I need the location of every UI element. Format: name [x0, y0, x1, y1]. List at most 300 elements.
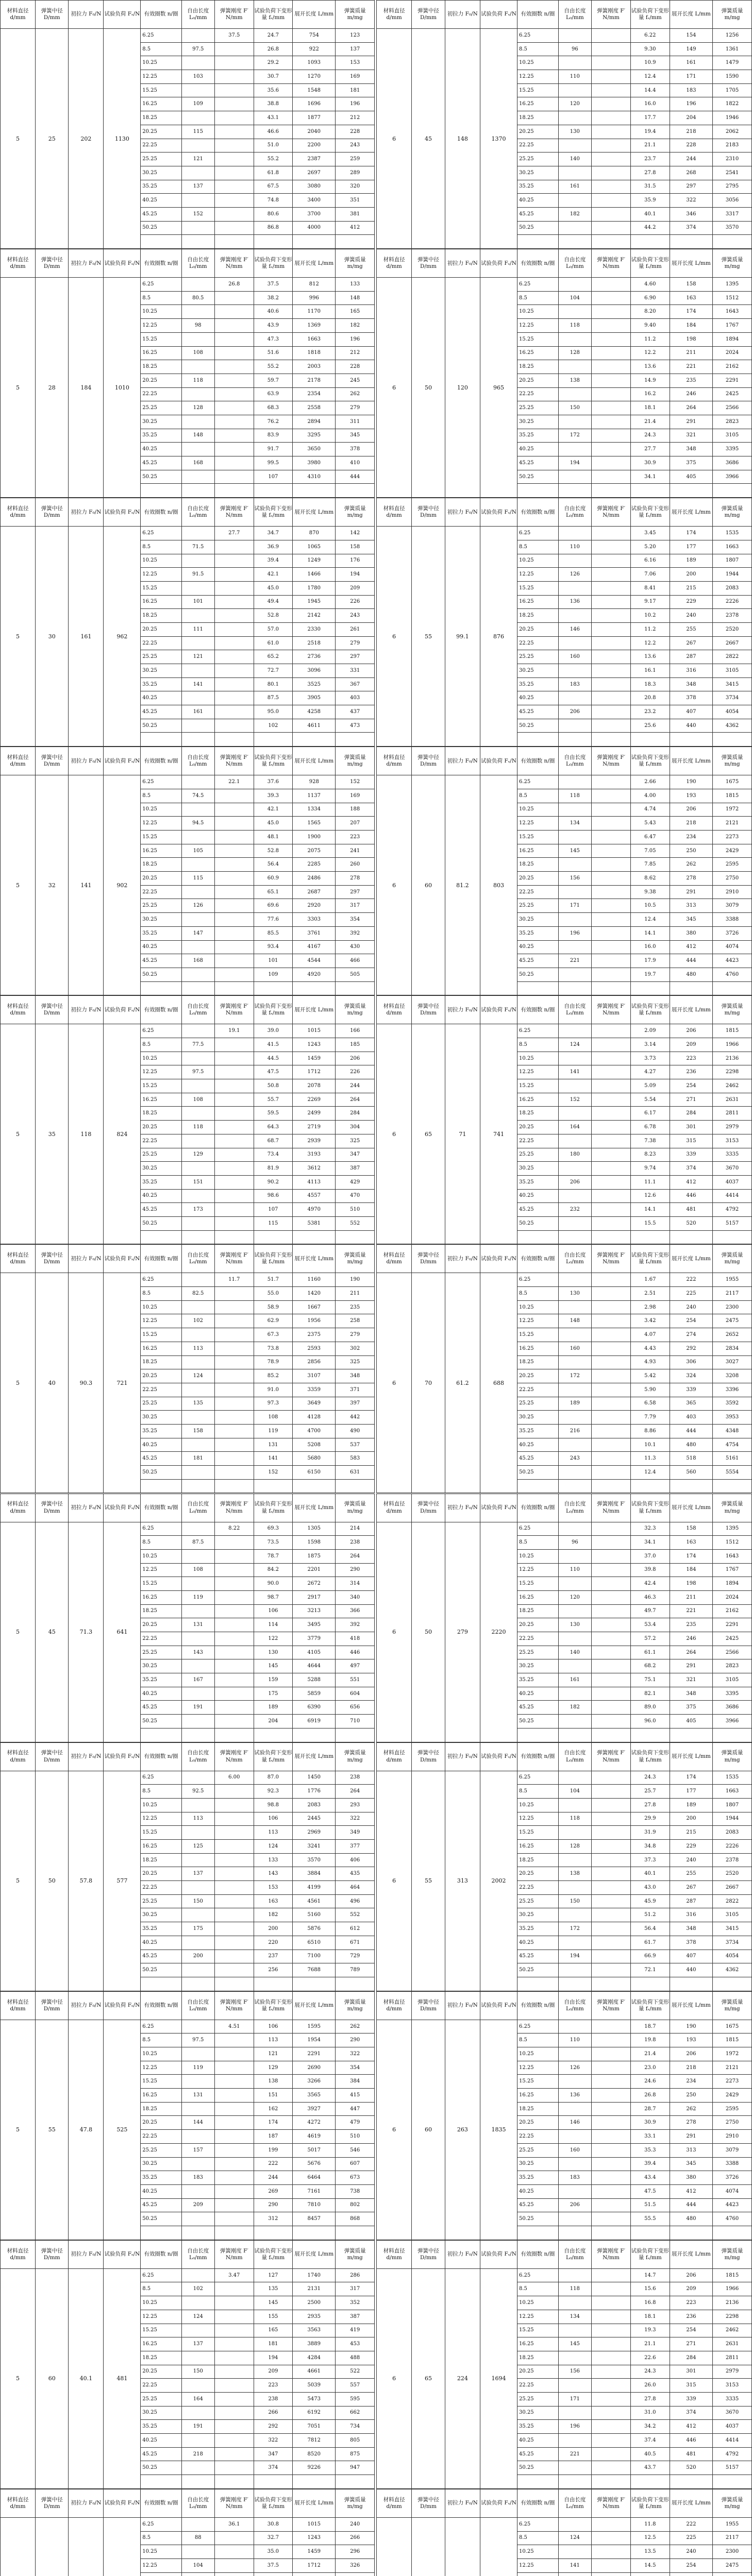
header-Fa: 初拉力 F₀/N	[69, 498, 104, 527]
cell-L: 184	[670, 1563, 712, 1577]
cell-fs: 32.3	[630, 1522, 670, 1536]
cell-m: 2183	[713, 139, 752, 152]
cell-L: 177	[670, 540, 712, 554]
cell-L: 444	[670, 954, 712, 968]
cell-L: 444	[670, 1424, 712, 1438]
cell-k	[214, 1701, 254, 1715]
cell-L0: 216	[558, 1424, 591, 1438]
cell-n: 15.25	[141, 831, 181, 844]
cell-n: 10.25	[517, 554, 558, 568]
cell-k	[592, 885, 631, 899]
cell-n: 25.25	[517, 2143, 558, 2157]
cell-n: 18.25	[141, 1107, 181, 1121]
cell-m: 1643	[713, 305, 752, 319]
cell-m: 2024	[713, 1590, 752, 1604]
cell-m: 2595	[713, 858, 752, 872]
cell-n: 18.25	[517, 858, 558, 872]
cell-L: 346	[670, 207, 712, 221]
cell-k	[592, 1411, 631, 1425]
cell-k	[592, 139, 631, 152]
cell-n: 20.25	[517, 2116, 558, 2130]
cell-L0: 173	[181, 1203, 214, 1217]
cell-k	[214, 926, 254, 940]
cell-L0	[558, 2406, 591, 2420]
cell-fs: 68.3	[254, 401, 293, 415]
cell-n: 15.25	[517, 1826, 558, 1840]
cell-n: 45.25	[517, 1701, 558, 1715]
cell-n: 10.25	[141, 2545, 181, 2559]
cell-L0: 161	[558, 180, 591, 194]
cell-L: 996	[293, 291, 336, 305]
cell-k	[592, 2310, 631, 2324]
cell-L0: 108	[181, 1093, 214, 1107]
cell-fs: 199	[254, 2143, 293, 2157]
cell-k	[592, 1079, 631, 1093]
cell-k	[214, 152, 254, 166]
cell-L0: 118	[558, 319, 591, 333]
cell-L0: 194	[558, 1950, 591, 1963]
cell-m: 354	[336, 913, 375, 927]
param-Fa: 90.3	[69, 1273, 104, 1493]
cell-n: 16.25	[141, 1093, 181, 1107]
cell-fs: 44.2	[630, 221, 670, 235]
cell-m	[336, 1728, 375, 1742]
cell-k	[592, 1424, 631, 1438]
cell-k	[214, 677, 254, 691]
cell-L0	[558, 1936, 591, 1950]
cell-L: 3927	[293, 2102, 336, 2116]
cell-k	[214, 2061, 254, 2075]
cell-L0: 206	[558, 1175, 591, 1189]
cell-fs: 57.2	[630, 1632, 670, 1646]
cell-L0: 141	[181, 677, 214, 691]
cell-fs: 347	[254, 2447, 293, 2461]
cell-m: 4792	[713, 2447, 752, 2461]
cell-n: 45.25	[141, 1203, 181, 1217]
cell-k	[592, 2447, 631, 2461]
cell-fs: 292	[254, 2420, 293, 2434]
header-n: 有效圈数 n/圈	[141, 1494, 181, 1522]
cell-k	[592, 719, 631, 733]
cell-m: 557	[336, 2379, 375, 2393]
table-row	[377, 1024, 752, 1038]
cell-fs: 23.2	[630, 705, 670, 719]
cell-n: 22.25	[141, 1881, 181, 1895]
cell-n: 12.25	[517, 817, 558, 831]
cell-L: 291	[670, 885, 712, 899]
header-L: 展开长度 L/mm	[293, 249, 336, 278]
cell-k	[592, 803, 631, 817]
cell-k	[214, 1287, 254, 1301]
header-L0: 自由长度 L₀/mm	[558, 747, 591, 775]
cell-k	[214, 2075, 254, 2089]
cell-m: 1815	[713, 2268, 752, 2282]
cell-m: 418	[336, 1632, 375, 1646]
cell-fs	[630, 1977, 670, 1991]
header-L: 展开长度 L/mm	[670, 1742, 712, 1771]
cell-fs: 37.5	[254, 2558, 293, 2572]
cell-n: 30.25	[141, 913, 181, 927]
cell-m: 123	[336, 29, 375, 43]
cell-fs: 3.73	[630, 1052, 670, 1065]
cell-L0: 180	[558, 1148, 591, 1162]
cell-k	[592, 1342, 631, 1355]
cell-L0	[558, 1107, 591, 1121]
cell-k	[214, 622, 254, 636]
cell-fs: 92.3	[254, 1785, 293, 1799]
cell-m: 875	[336, 2447, 375, 2461]
cell-L: 211	[670, 346, 712, 360]
cell-k	[592, 1189, 631, 1203]
cell-L: 1954	[293, 2033, 336, 2047]
cell-L: 440	[670, 719, 712, 733]
cell-n: 8.5	[517, 2531, 558, 2545]
cell-L: 218	[670, 125, 712, 139]
spec-table	[0, 1991, 375, 2240]
header-m: 弹簧质量 m/mg	[713, 1245, 752, 1273]
header-L: 展开长度 L/mm	[293, 1245, 336, 1273]
cell-k	[592, 1590, 631, 1604]
cell-n: 15.25	[141, 332, 181, 346]
cell-m: 1894	[713, 1577, 752, 1591]
cell-L0: 121	[181, 152, 214, 166]
header-d: 材料直径 d/mm	[1, 1742, 36, 1771]
cell-L: 5680	[293, 1452, 336, 1466]
cell-m: 240	[336, 2517, 375, 2531]
cell-m: 3570	[713, 221, 752, 235]
cell-L0	[558, 1728, 591, 1742]
cell-L0: 94.5	[181, 817, 214, 831]
cell-n: 8.5	[141, 42, 181, 56]
cell-m: 3592	[713, 1397, 752, 1411]
cell-k	[592, 775, 631, 789]
cell-k	[592, 2198, 631, 2212]
cell-m: 2541	[713, 166, 752, 180]
cell-L: 292	[670, 1342, 712, 1355]
cell-L0	[558, 1134, 591, 1148]
cell-m: 2822	[713, 650, 752, 664]
cell-k	[592, 2102, 631, 2116]
cell-m: 466	[336, 954, 375, 968]
cell-k	[214, 1328, 254, 1342]
cell-L: 250	[670, 2089, 712, 2103]
header-Fa: 初拉力 F₀/N	[69, 2240, 104, 2268]
cell-L: 313	[670, 899, 712, 913]
cell-m: 211	[336, 1287, 375, 1301]
cell-n: 16.25	[141, 2337, 181, 2351]
cell-n: 18.25	[141, 858, 181, 872]
header-k: 弹簧刚度 F′ N/mm	[592, 1, 631, 29]
cell-k	[214, 2461, 254, 2475]
cell-k	[592, 1230, 631, 1244]
cell-m: 366	[336, 1604, 375, 1618]
header-Fs: 试验负荷 Fₛ/N	[480, 498, 517, 527]
cell-k	[214, 305, 254, 319]
cell-n: 45.25	[141, 705, 181, 719]
cell-n: 10.25	[517, 2047, 558, 2061]
cell-L: 1712	[293, 1065, 336, 1079]
cell-L0	[181, 1977, 214, 1991]
header-n: 有效圈数 n/圈	[141, 996, 181, 1024]
cell-m: 377	[336, 1840, 375, 1854]
cell-m: 2520	[713, 1867, 752, 1881]
cell-k	[214, 194, 254, 208]
cell-n: 8.5	[141, 789, 181, 803]
cell-k	[214, 844, 254, 858]
cell-L: 2500	[293, 2296, 336, 2310]
cell-k	[214, 2420, 254, 2434]
cell-n: 35.25	[517, 2171, 558, 2185]
param-Fs: 577	[104, 1771, 141, 1991]
cell-m: 2566	[713, 1646, 752, 1659]
cell-L0: 126	[181, 899, 214, 913]
cell-k	[592, 1894, 631, 1908]
cell-m	[713, 235, 752, 249]
cell-m: 1944	[713, 1812, 752, 1826]
header-D: 弹簧中径 D/mm	[412, 1742, 445, 1771]
cell-n: 6.25	[141, 2020, 181, 2033]
cell-L0	[181, 1936, 214, 1950]
cell-k	[592, 1687, 631, 1701]
cell-k	[214, 831, 254, 844]
spec-table	[376, 747, 752, 995]
cell-k	[214, 1618, 254, 1632]
cell-k	[592, 1038, 631, 1052]
cell-m: 412	[336, 221, 375, 235]
cell-k	[214, 42, 254, 56]
cell-n: 8.5	[517, 2033, 558, 2047]
cell-n: 45.25	[517, 1452, 558, 1466]
cell-m: 290	[336, 1563, 375, 1577]
header-L0: 自由长度 L₀/mm	[558, 2489, 591, 2517]
cell-L: 215	[670, 581, 712, 595]
cell-n: 16.25	[517, 1590, 558, 1604]
cell-k	[214, 1383, 254, 1397]
cell-k	[214, 1977, 254, 1991]
cell-n	[141, 981, 181, 995]
cell-L: 3889	[293, 2337, 336, 2351]
cell-k	[592, 1024, 631, 1038]
cell-L: 3241	[293, 1840, 336, 1854]
cell-m: 410	[336, 456, 375, 470]
cell-L: 174	[670, 527, 712, 540]
cell-m: 2273	[713, 2075, 752, 2089]
cell-L0	[181, 554, 214, 568]
cell-L: 407	[670, 705, 712, 719]
cell-L: 405	[670, 470, 712, 484]
cell-L0: 130	[558, 1287, 591, 1301]
cell-m	[713, 733, 752, 747]
cell-n: 35.25	[141, 926, 181, 940]
header-Fs: 试验负荷 Fₛ/N	[104, 1742, 141, 1771]
cell-fs: 155	[254, 2310, 293, 2324]
cell-L0	[558, 443, 591, 456]
cell-L0	[181, 1853, 214, 1867]
cell-n: 18.25	[517, 1604, 558, 1618]
cell-m: 2121	[713, 2061, 752, 2075]
cell-L0	[558, 139, 591, 152]
header-d: 材料直径 d/mm	[377, 1494, 412, 1522]
spec-table-right-2	[376, 249, 752, 498]
cell-L0	[558, 235, 591, 249]
header-k: 弹簧刚度 F′ N/mm	[214, 2489, 254, 2517]
header-D: 弹簧中径 D/mm	[36, 1494, 69, 1522]
cell-n: 18.25	[517, 1107, 558, 1121]
cell-n: 10.25	[517, 803, 558, 817]
cell-m: 2667	[713, 1881, 752, 1895]
header-L: 展开长度 L/mm	[293, 2240, 336, 2268]
cell-L: 1420	[293, 1287, 336, 1301]
cell-L0: 110	[558, 540, 591, 554]
header-Fs: 试验负荷 Fₛ/N	[104, 249, 141, 278]
cell-L0: 119	[181, 2061, 214, 2075]
cell-fs: 222	[254, 2157, 293, 2171]
header-L0: 自由长度 L₀/mm	[558, 498, 591, 527]
cell-m: 185	[336, 1038, 375, 1052]
cell-fs: 61.1	[630, 1646, 670, 1659]
cell-L: 250	[670, 844, 712, 858]
cell-fs: 114	[254, 1618, 293, 1632]
cell-L: 198	[670, 1577, 712, 1591]
cell-n: 45.25	[517, 954, 558, 968]
cell-m: 3056	[713, 194, 752, 208]
cell-fs: 55.2	[254, 152, 293, 166]
cell-L: 324	[670, 1369, 712, 1383]
param-d: 5	[1, 278, 36, 498]
cell-k	[592, 1950, 631, 1963]
cell-fs: 11.8	[630, 2517, 670, 2531]
cell-L: 174	[670, 1549, 712, 1563]
cell-L0: 137	[181, 1867, 214, 1881]
cell-L0	[558, 2020, 591, 2033]
cell-fs: 34.7	[254, 527, 293, 540]
cell-n: 20.25	[141, 125, 181, 139]
cell-L: 1065	[293, 540, 336, 554]
header-k: 弹簧刚度 F′ N/mm	[592, 1245, 631, 1273]
cell-n: 35.25	[141, 1175, 181, 1189]
cell-m: 196	[336, 332, 375, 346]
cell-fs: 21.1	[630, 139, 670, 152]
spec-table-left-11	[0, 2489, 375, 2576]
cell-m	[336, 2572, 375, 2576]
cell-L0: 221	[558, 2447, 591, 2461]
cell-n: 12.25	[517, 568, 558, 582]
cell-fs: 16.0	[630, 940, 670, 954]
cell-L: 412	[670, 2184, 712, 2198]
cell-L: 5160	[293, 1908, 336, 1922]
cell-fs: 90.0	[254, 1577, 293, 1591]
cell-m: 317	[336, 899, 375, 913]
cell-m: 1767	[713, 319, 752, 333]
cell-n: 30.25	[517, 2406, 558, 2420]
param-D	[36, 2517, 69, 2576]
header-d: 材料直径 d/mm	[1, 498, 36, 527]
cell-fs: 80.1	[254, 677, 293, 691]
cell-L: 480	[670, 968, 712, 981]
cell-m: 1705	[713, 83, 752, 97]
cell-L0	[181, 83, 214, 97]
cell-k	[592, 2268, 631, 2282]
cell-L: 1818	[293, 346, 336, 360]
cell-L0: 126	[558, 2061, 591, 2075]
cell-fs: 98.8	[254, 1798, 293, 1812]
header-L0: 自由长度 L₀/mm	[181, 996, 214, 1024]
cell-L0: 146	[558, 622, 591, 636]
cell-L0	[558, 831, 591, 844]
header-D: 弹簧中径 D/mm	[412, 2489, 445, 2517]
cell-L: 193	[670, 2033, 712, 2047]
cell-m: 1972	[713, 2047, 752, 2061]
cell-L: 5017	[293, 2143, 336, 2157]
cell-k	[592, 1536, 631, 1550]
cell-m: 4423	[713, 2198, 752, 2212]
cell-L0	[181, 1189, 214, 1203]
cell-k	[592, 2324, 631, 2337]
cell-m: 5157	[713, 2461, 752, 2475]
cell-m: 2595	[713, 2102, 752, 2116]
cell-L: 1243	[293, 1038, 336, 1052]
cell-k: 37.5	[214, 29, 254, 43]
cell-fs: 4.07	[630, 1328, 670, 1342]
cell-fs: 55.2	[254, 360, 293, 374]
cell-L0	[181, 1134, 214, 1148]
cell-fs: 69.3	[254, 1522, 293, 1536]
cell-n: 45.25	[141, 1701, 181, 1715]
cell-n: 18.25	[517, 2102, 558, 2116]
cell-fs: 42.1	[254, 568, 293, 582]
cell-m: 238	[336, 1771, 375, 1785]
cell-k	[592, 568, 631, 582]
cell-n: 20.25	[141, 2116, 181, 2130]
cell-k	[214, 650, 254, 664]
cell-k	[214, 443, 254, 456]
cell-k	[214, 554, 254, 568]
cell-k	[592, 1107, 631, 1121]
cell-L0	[181, 2545, 214, 2559]
cell-L0	[558, 1189, 591, 1203]
cell-L: 4128	[293, 1411, 336, 1425]
cell-L0: 137	[181, 180, 214, 194]
spec-table	[376, 1494, 752, 1742]
cell-L: 225	[670, 2531, 712, 2545]
cell-fs: 47.5	[630, 2184, 670, 2198]
param-d: 5	[1, 2020, 36, 2240]
cell-n: 22.25	[517, 885, 558, 899]
cell-fs: 72.1	[630, 1963, 670, 1977]
cell-n: 12.25	[141, 2310, 181, 2324]
cell-n	[141, 2475, 181, 2489]
cell-k	[592, 554, 631, 568]
cell-L: 1305	[293, 1522, 336, 1536]
header-L: 展开长度 L/mm	[293, 1742, 336, 1771]
cell-k	[214, 111, 254, 125]
param-d: 5	[1, 29, 36, 249]
cell-n: 20.25	[141, 1121, 181, 1134]
cell-fs	[254, 1728, 293, 1742]
cell-L0: 87.5	[181, 1536, 214, 1550]
cell-L: 190	[670, 2020, 712, 2033]
cell-L0: 97.5	[181, 1065, 214, 1079]
cell-m: 3388	[713, 913, 752, 927]
cell-n: 35.25	[141, 1922, 181, 1936]
cell-L	[293, 2226, 336, 2240]
cell-fs: 52.8	[254, 609, 293, 623]
cell-k	[592, 152, 631, 166]
cell-L: 2736	[293, 650, 336, 664]
cell-fs: 165	[254, 2324, 293, 2337]
param-Fs: 1130	[104, 29, 141, 249]
cell-m: 1663	[713, 540, 752, 554]
